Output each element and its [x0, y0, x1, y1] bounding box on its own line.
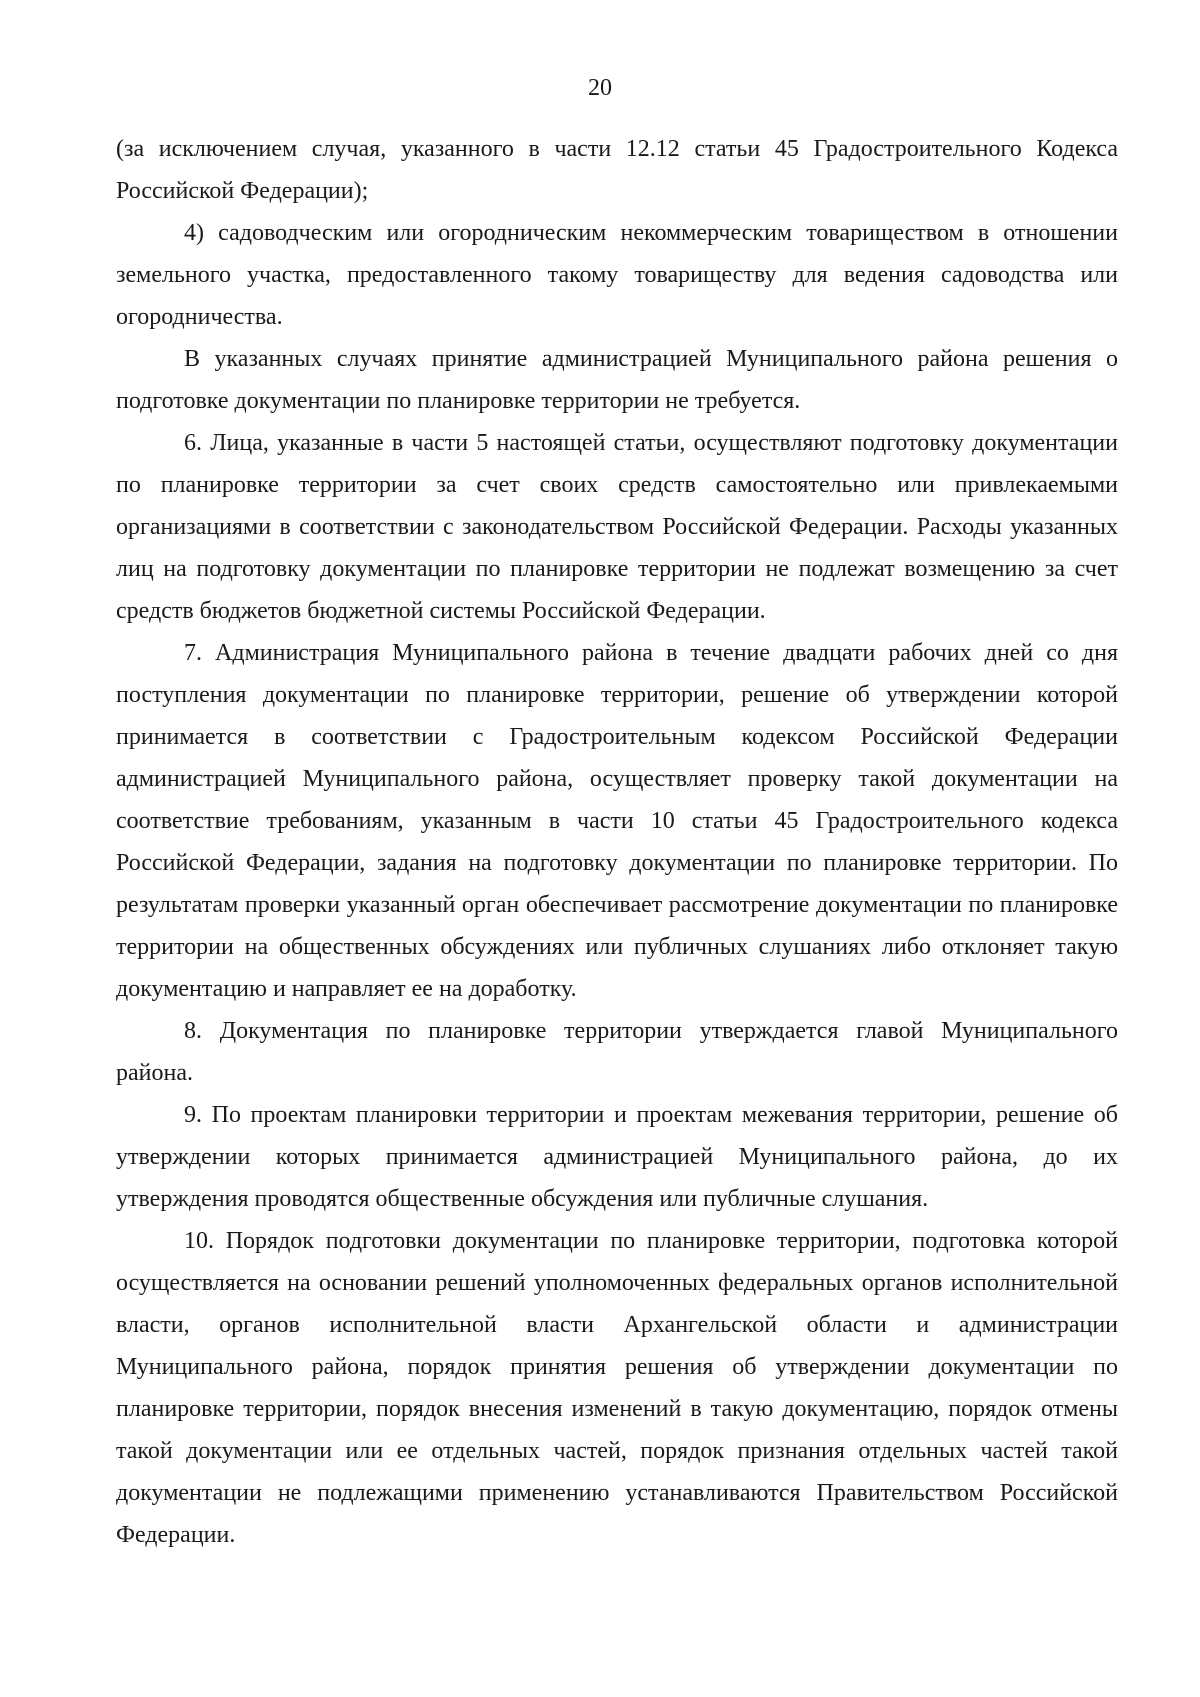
paragraph-item-6: 6. Лица, указанные в части 5 настоящей статьи, осуществляют подготовку документации по планировке территории за счет своих средств самостоятельно или привлекаемыми организациями в соответствии с законодательством Российской Федерации. Расходы указанных лиц на подготовку документации по планировке территории не подлежат возмещению за счет средств бюджетов бюджетной системы Российской Федерации. — [116, 430, 1118, 624]
paragraph-item-9: 9. По проектам планировки территории и проектам межевания территории, решение об утверждении которых принимается администрацией Муниципального района, до их утверждения проводятся общественные обсуждения или публичные слушания. — [116, 1102, 1118, 1212]
paragraph-item-7: 7. Администрация Муниципального района в течение двадцати рабочих дней со дня поступления документации по планировке территории, решение об утверждении которой принимается в соответствии с Градостроительным кодексом Российской Федерации администрацией Муниципального района, осуществляет проверку такой документации на соответствие требованиям, указанным в части 10 статьи 45 Градостроительного кодекса Российской Федерации, задания на подготовку документации по планировке территории. По результатам проверки указанный орган обеспечивает рассмотрение документации по планировке территории на общественных обсуждениях или публичных слушаниях либо отклоняет такую документацию и направляет ее на доработку. — [116, 640, 1118, 1002]
paragraph-continuation: (за исключением случая, указанного в части 12.12 статьи 45 Градостроительного Кодекса Российской Федерации); — [116, 136, 1118, 204]
paragraph-item-8: 8. Документация по планировке территории утверждается главой Муниципального района. — [116, 1018, 1118, 1086]
document-body — [116, 128, 1118, 1556]
page-number: 20 — [588, 75, 612, 101]
paragraph-item-10: 10. Порядок подготовки документации по планировке территории, подготовка которой осуществляется на основании решений уполномоченных федеральных органов исполнительной власти, органов исполнительной власти Архангельской области и администрации Муниципального района, порядок принятия решения об утверждении документации по планировке территории, порядок внесения изменений в такую документацию, порядок отмены такой документации или ее отдельных частей, порядок признания отдельных частей такой документации не подлежащими применению устанавливаются Правительством Российской Федерации. — [116, 1228, 1118, 1548]
paragraph-item-4: 4) садоводческим или огородническим некоммерческим товариществом в отношении земельного участка, предоставленного такому товариществу для ведения садоводства или огородничества. — [116, 220, 1118, 330]
paragraph-note: В указанных случаях принятие администрацией Муниципального района решения о подготовке документации по планировке территории не требуется. — [116, 346, 1118, 414]
